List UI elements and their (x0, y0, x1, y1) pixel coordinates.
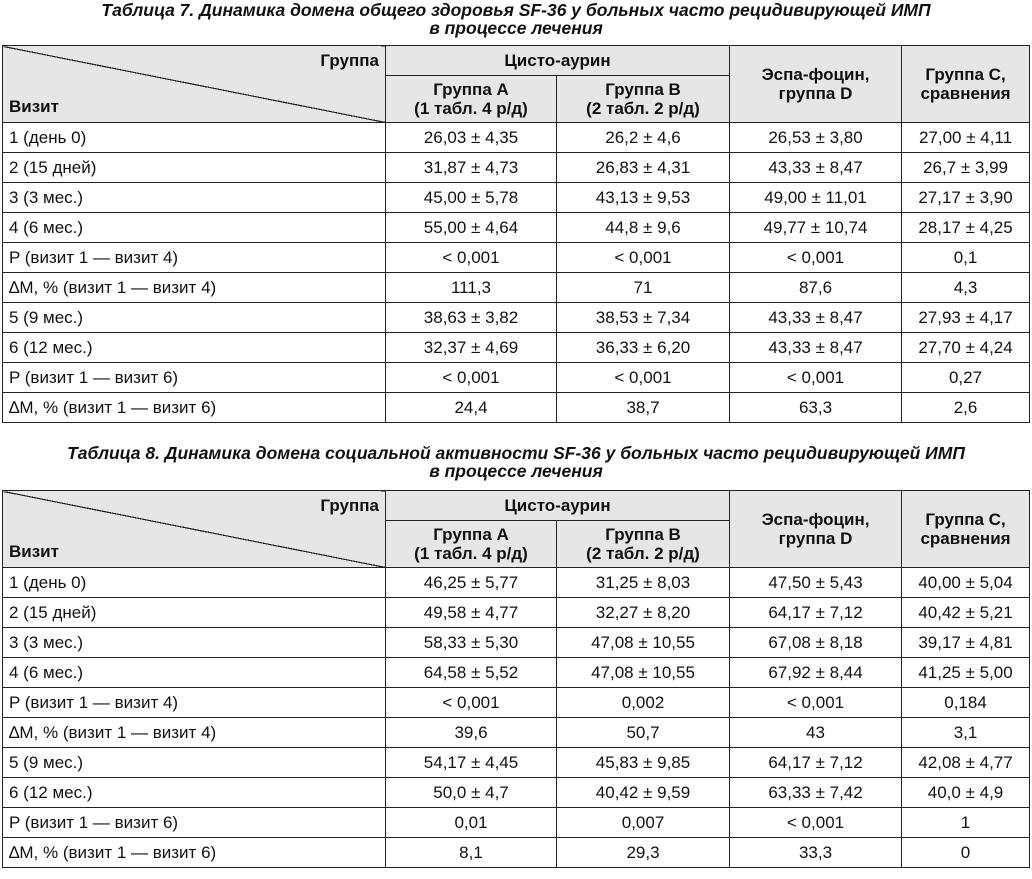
table-7-caption-line1: Таблица 7. Динамика домена общего здоровья SF-36 у больных часто рецидивирующей ИМП (101, 0, 931, 20)
value-cell: 1 (902, 808, 1030, 838)
group-d-header: Эспа-фоцин, группа D (730, 491, 902, 568)
value-cell: 32,37 ± 4,69 (386, 333, 557, 363)
value-cell: 2,6 (902, 393, 1030, 423)
visit-label-cell: 4 (6 мес.) (3, 658, 386, 688)
value-cell: 8,1 (386, 838, 557, 868)
value-cell: 54,17 ± 4,45 (386, 748, 557, 778)
value-cell: 44,8 ± 9,6 (557, 213, 730, 243)
group-b-header: Группа В (2 табл. 2 р/д) (557, 521, 730, 568)
visit-label-cell: 2 (15 дней) (3, 598, 386, 628)
value-cell: 43,33 ± 8,47 (730, 303, 902, 333)
value-cell: 0,002 (557, 688, 730, 718)
visit-label-cell: 6 (12 мес.) (3, 778, 386, 808)
value-cell: 29,3 (557, 838, 730, 868)
visit-label-cell: 2 (15 дней) (3, 153, 386, 183)
table-7-body (3, 123, 1030, 423)
value-cell: 40,42 ± 9,59 (557, 778, 730, 808)
visit-label-cell: 4 (6 мес.) (3, 213, 386, 243)
value-cell: < 0,001 (730, 688, 902, 718)
table-row (3, 153, 1030, 183)
value-cell: < 0,001 (386, 243, 557, 273)
group-b-header: Группа В (2 табл. 2 р/д) (557, 76, 730, 123)
group-c-header: Группа С, сравнения (902, 46, 1030, 123)
table-row (3, 273, 1030, 303)
visit-header-label: Визит (9, 97, 59, 116)
value-cell: 26,2 ± 4,6 (557, 123, 730, 153)
value-cell: 0,01 (386, 808, 557, 838)
value-cell: 26,53 ± 3,80 (730, 123, 902, 153)
value-cell: 63,33 ± 7,42 (730, 778, 902, 808)
value-cell: 64,17 ± 7,12 (730, 598, 902, 628)
value-cell: 64,58 ± 5,52 (386, 658, 557, 688)
value-cell: 50,0 ± 4,7 (386, 778, 557, 808)
value-cell: 3,1 (902, 718, 1030, 748)
table-row (3, 718, 1030, 748)
table-row (3, 243, 1030, 273)
value-cell: 43,33 ± 8,47 (730, 153, 902, 183)
value-cell: 38,53 ± 7,34 (557, 303, 730, 333)
table-7-caption (0, 1, 1032, 37)
table-8-body (3, 568, 1030, 868)
visit-label-cell: 6 (12 мес.) (3, 333, 386, 363)
value-cell: 87,6 (730, 273, 902, 303)
value-cell: < 0,001 (557, 243, 730, 273)
cisto-aurin-header: Цисто-аурин (386, 491, 730, 521)
table-8-caption (0, 444, 1032, 480)
value-cell: 67,08 ± 8,18 (730, 628, 902, 658)
visit-label-cell: 5 (9 мес.) (3, 303, 386, 333)
value-cell: 49,77 ± 10,74 (730, 213, 902, 243)
table-row (3, 333, 1030, 363)
value-cell: < 0,001 (557, 363, 730, 393)
visit-label-cell: 1 (день 0) (3, 568, 386, 598)
value-cell: 42,08 ± 4,77 (902, 748, 1030, 778)
value-cell: 55,00 ± 4,64 (386, 213, 557, 243)
value-cell: < 0,001 (730, 363, 902, 393)
value-cell: 43,13 ± 9,53 (557, 183, 730, 213)
visit-label-cell: 3 (3 мес.) (3, 628, 386, 658)
value-cell: 38,7 (557, 393, 730, 423)
table-row (3, 363, 1030, 393)
group-c-header: Группа С, сравнения (902, 491, 1030, 568)
value-cell: 71 (557, 273, 730, 303)
value-cell: 4,3 (902, 273, 1030, 303)
value-cell: 41,25 ± 5,00 (902, 658, 1030, 688)
table-row (3, 303, 1030, 333)
corner-header (3, 491, 386, 568)
value-cell: 0,007 (557, 808, 730, 838)
table-8 (2, 490, 1030, 868)
value-cell: 24,4 (386, 393, 557, 423)
value-cell: 63,3 (730, 393, 902, 423)
visit-label-cell: ∆М, % (визит 1 — визит 6) (3, 393, 386, 423)
visit-label-cell: P (визит 1 — визит 4) (3, 688, 386, 718)
table-row (3, 628, 1030, 658)
value-cell: 39,17 ± 4,81 (902, 628, 1030, 658)
value-cell: 58,33 ± 5,30 (386, 628, 557, 658)
value-cell: 33,3 (730, 838, 902, 868)
value-cell: 0,27 (902, 363, 1030, 393)
visit-label-cell: P (визит 1 — визит 4) (3, 243, 386, 273)
table-8-caption-line1: Таблица 8. Динамика домена социальной активности SF-36 у больных часто рецидивирующей ИМП (67, 443, 965, 463)
visit-label-cell: 3 (3 мес.) (3, 183, 386, 213)
corner-header (3, 46, 386, 123)
group-header-label: Группа (320, 51, 379, 70)
group-a-header: Группа А (1 табл. 4 р/д) (386, 521, 557, 568)
value-cell: 36,33 ± 6,20 (557, 333, 730, 363)
value-cell: 45,00 ± 5,78 (386, 183, 557, 213)
value-cell: 31,25 ± 8,03 (557, 568, 730, 598)
value-cell: 47,50 ± 5,43 (730, 568, 902, 598)
table-row (3, 808, 1030, 838)
visit-header-label: Визит (9, 542, 59, 561)
table-row (3, 393, 1030, 423)
value-cell: 40,00 ± 5,04 (902, 568, 1030, 598)
value-cell: < 0,001 (386, 688, 557, 718)
table-row (3, 568, 1030, 598)
value-cell: < 0,001 (730, 808, 902, 838)
table-row (3, 748, 1030, 778)
value-cell: 40,42 ± 5,21 (902, 598, 1030, 628)
value-cell: 28,17 ± 4,25 (902, 213, 1030, 243)
visit-label-cell: P (визит 1 — визит 6) (3, 808, 386, 838)
value-cell: 50,7 (557, 718, 730, 748)
value-cell: 0,184 (902, 688, 1030, 718)
table-row (3, 183, 1030, 213)
value-cell: 32,27 ± 8,20 (557, 598, 730, 628)
value-cell: < 0,001 (730, 243, 902, 273)
value-cell: 49,00 ± 11,01 (730, 183, 902, 213)
table-row (3, 658, 1030, 688)
value-cell: 43 (730, 718, 902, 748)
table-row (3, 838, 1030, 868)
value-cell: 38,63 ± 3,82 (386, 303, 557, 333)
value-cell: 46,25 ± 5,77 (386, 568, 557, 598)
group-a-header: Группа А (1 табл. 4 р/д) (386, 76, 557, 123)
visit-label-cell: ∆М, % (визит 1 — визит 4) (3, 718, 386, 748)
value-cell: < 0,001 (386, 363, 557, 393)
visit-label-cell: 5 (9 мес.) (3, 748, 386, 778)
table-row (3, 213, 1030, 243)
visit-label-cell: 1 (день 0) (3, 123, 386, 153)
value-cell: 0 (902, 838, 1030, 868)
value-cell: 47,08 ± 10,55 (557, 628, 730, 658)
value-cell: 64,17 ± 7,12 (730, 748, 902, 778)
value-cell: 27,70 ± 4,24 (902, 333, 1030, 363)
value-cell: 0,1 (902, 243, 1030, 273)
table-7 (2, 45, 1030, 423)
table-row (3, 778, 1030, 808)
value-cell: 39,6 (386, 718, 557, 748)
table-row (3, 123, 1030, 153)
table-row (3, 688, 1030, 718)
value-cell: 26,7 ± 3,99 (902, 153, 1030, 183)
value-cell: 40,0 ± 4,9 (902, 778, 1030, 808)
visit-label-cell: P (визит 1 — визит 6) (3, 363, 386, 393)
group-header-label: Группа (320, 496, 379, 515)
visit-label-cell: ∆М, % (визит 1 — визит 4) (3, 273, 386, 303)
table-7-caption-line2: в процессе лечения (429, 18, 603, 38)
value-cell: 47,08 ± 10,55 (557, 658, 730, 688)
value-cell: 31,87 ± 4,73 (386, 153, 557, 183)
group-d-header: Эспа-фоцин, группа D (730, 46, 902, 123)
value-cell: 27,00 ± 4,11 (902, 123, 1030, 153)
value-cell: 43,33 ± 8,47 (730, 333, 902, 363)
value-cell: 27,93 ± 4,17 (902, 303, 1030, 333)
value-cell: 27,17 ± 3,90 (902, 183, 1030, 213)
table-8-caption-line2: в процессе лечения (429, 461, 603, 481)
value-cell: 111,3 (386, 273, 557, 303)
value-cell: 49,58 ± 4,77 (386, 598, 557, 628)
value-cell: 26,03 ± 4,35 (386, 123, 557, 153)
visit-label-cell: ∆М, % (визит 1 — визит 6) (3, 838, 386, 868)
value-cell: 45,83 ± 9,85 (557, 748, 730, 778)
cisto-aurin-header: Цисто-аурин (386, 46, 730, 76)
value-cell: 67,92 ± 8,44 (730, 658, 902, 688)
table-row (3, 598, 1030, 628)
value-cell: 26,83 ± 4,31 (557, 153, 730, 183)
